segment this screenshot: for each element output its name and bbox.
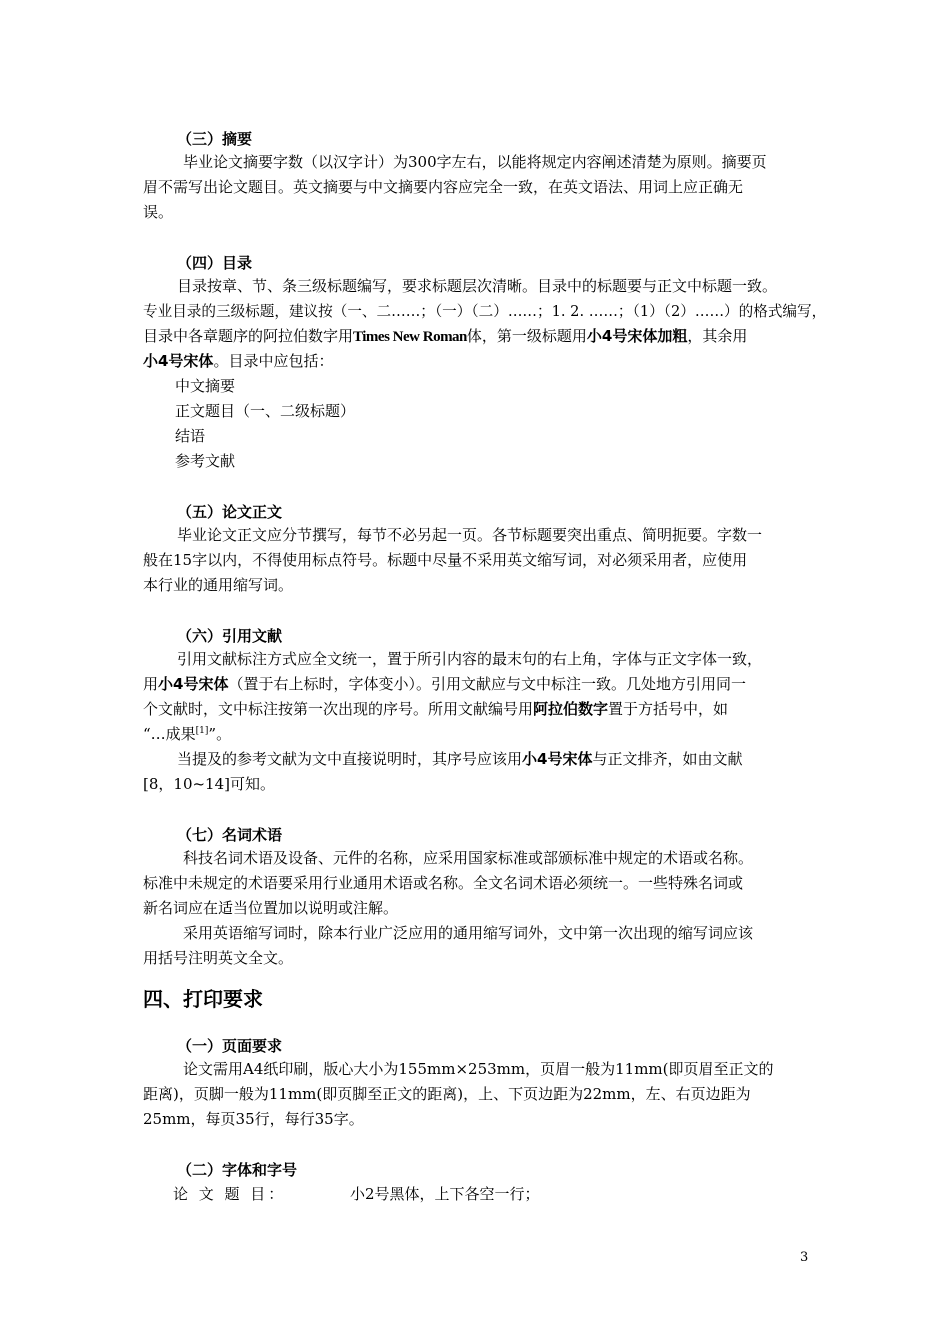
paragraph-line: 采用英语缩写词时，除本行业广泛应用的通用缩写词外，文中第一次出现的缩写词应该	[183, 924, 754, 942]
font-name-emphasis: Times New Roman	[353, 329, 467, 345]
section-heading-fonts: （二）字体和字号	[177, 1161, 298, 1179]
paragraph-line: 专业目录的三级标题，建议按（一、二……；（一）（二）……；1. 2. ……；（1）（2）……）的格式编写，	[143, 303, 827, 320]
paragraph-line: 科技名词术语及设备、元件的名称，应采用国家标准或部颁标准中规定的术语或名称。	[183, 849, 754, 867]
bold-run: 小4号宋体加粗	[586, 327, 688, 345]
text-run: 置于方括号中，如	[608, 700, 729, 718]
paragraph-line: 标准中未规定的术语要采用行业通用术语或名称。全文名词术语必须统一。一些特殊名词或	[143, 874, 744, 892]
paragraph-line	[143, 350, 333, 371]
paragraph-line: 距离)，页脚一般为11mm(即页脚至正文的距离)，上、下页边距为22mm，左、右页边距为	[143, 1085, 751, 1103]
bold-run: 小4号宋体	[522, 750, 593, 768]
spec-row-value: 小2号黑体，上下各空一行；	[350, 1185, 540, 1203]
toc-item: 结语	[175, 427, 206, 445]
paragraph-line: 毕业论文摘要字数（以汉字计）为300字左右，以能将规定内容阐述清楚为原则。摘要页	[183, 153, 767, 171]
paragraph-line: 用括号注明英文全文。	[143, 949, 294, 967]
bold-run: 阿拉伯数字	[533, 700, 609, 718]
text-run: ”。	[208, 725, 232, 743]
text-run: 。目录中应包括：	[213, 352, 334, 370]
section-heading-citations: （六）引用文献	[177, 627, 283, 645]
text-run: 目录中各章题序的阿拉伯数字用	[143, 327, 354, 345]
paragraph-line: 目录按章、节、条三级标题编写，要求标题层次清晰。目录中的标题要与正文中标题一致。	[177, 277, 778, 295]
paragraph-line: 25mm，每页35行，每行35字。	[143, 1110, 364, 1128]
section-heading-page-requirements: （一）页面要求	[177, 1037, 283, 1055]
paragraph-line	[143, 673, 746, 694]
paragraph-line: 眉不需写出论文题目。英文摘要与中文摘要内容应完全一致，在英文语法、用词上应正确无	[143, 178, 744, 196]
page-number: 3	[800, 1250, 809, 1265]
paragraph-line: 毕业论文正文应分节撰写，每节不必另起一页。各节标题要突出重点、简明扼要。字数一	[177, 526, 763, 544]
text-run: 个文献时，文中标注按第一次出现的序号。所用文献编号用	[143, 700, 534, 718]
paragraph-line: 引用文献标注方式应全文统一，置于所引内容的最末句的右上角，字体与正文字体一致，	[177, 650, 763, 668]
paragraph-line: [8，10~14]可知。	[143, 775, 275, 793]
paragraph-line: 般在15字以内，不得使用标点符号。标题中尽量不采用英文缩写词，对必须采用者，应使用	[143, 551, 748, 569]
paragraph-line: 论文需用A4纸印刷，版心大小为155mm×253mm，页眉一般为11mm(即页眉至正文的	[183, 1060, 774, 1078]
section-heading-abstract: （三）摘要	[177, 130, 253, 148]
bold-run: 小4号宋体	[158, 675, 229, 693]
paragraph-line: 误。	[143, 203, 174, 221]
text-run: （置于右上标时，字体变小）。引用文献应与文中标注一致。几处地方引用同一	[228, 675, 746, 693]
citation-superscript: [1]	[195, 726, 209, 736]
bold-run: 小4号宋体	[143, 352, 214, 370]
chapter-heading-printing: 四、打印要求	[143, 987, 263, 1011]
text-run: 体，第一级标题用	[466, 327, 587, 345]
section-heading-terms: （七）名词术语	[177, 826, 283, 844]
text-run: ，其余用	[687, 327, 748, 345]
text-run: 与正文排齐，如由文献	[592, 750, 743, 768]
text-run: “…成果	[143, 725, 196, 743]
text-run: 用	[143, 675, 159, 693]
paragraph-line	[143, 723, 231, 744]
paragraph-line	[177, 748, 742, 769]
spec-row-label: 论 文 题 目：	[173, 1185, 287, 1203]
toc-item: 中文摘要	[175, 377, 236, 395]
paragraph-line: 新名词应在适当位置加以说明或注解。	[143, 899, 399, 917]
paragraph-line: 本行业的通用缩写词。	[143, 576, 294, 594]
toc-item: 参考文献	[175, 452, 236, 470]
section-heading-body: （五）论文正文	[177, 503, 283, 521]
section-heading-toc: （四）目录	[177, 254, 253, 272]
toc-item: 正文题目（一、二级标题）	[175, 402, 356, 420]
text-run: 当提及的参考文献为文中直接说明时，其序号应该用	[177, 750, 523, 768]
paragraph-line	[143, 325, 747, 346]
paragraph-line	[143, 698, 728, 719]
